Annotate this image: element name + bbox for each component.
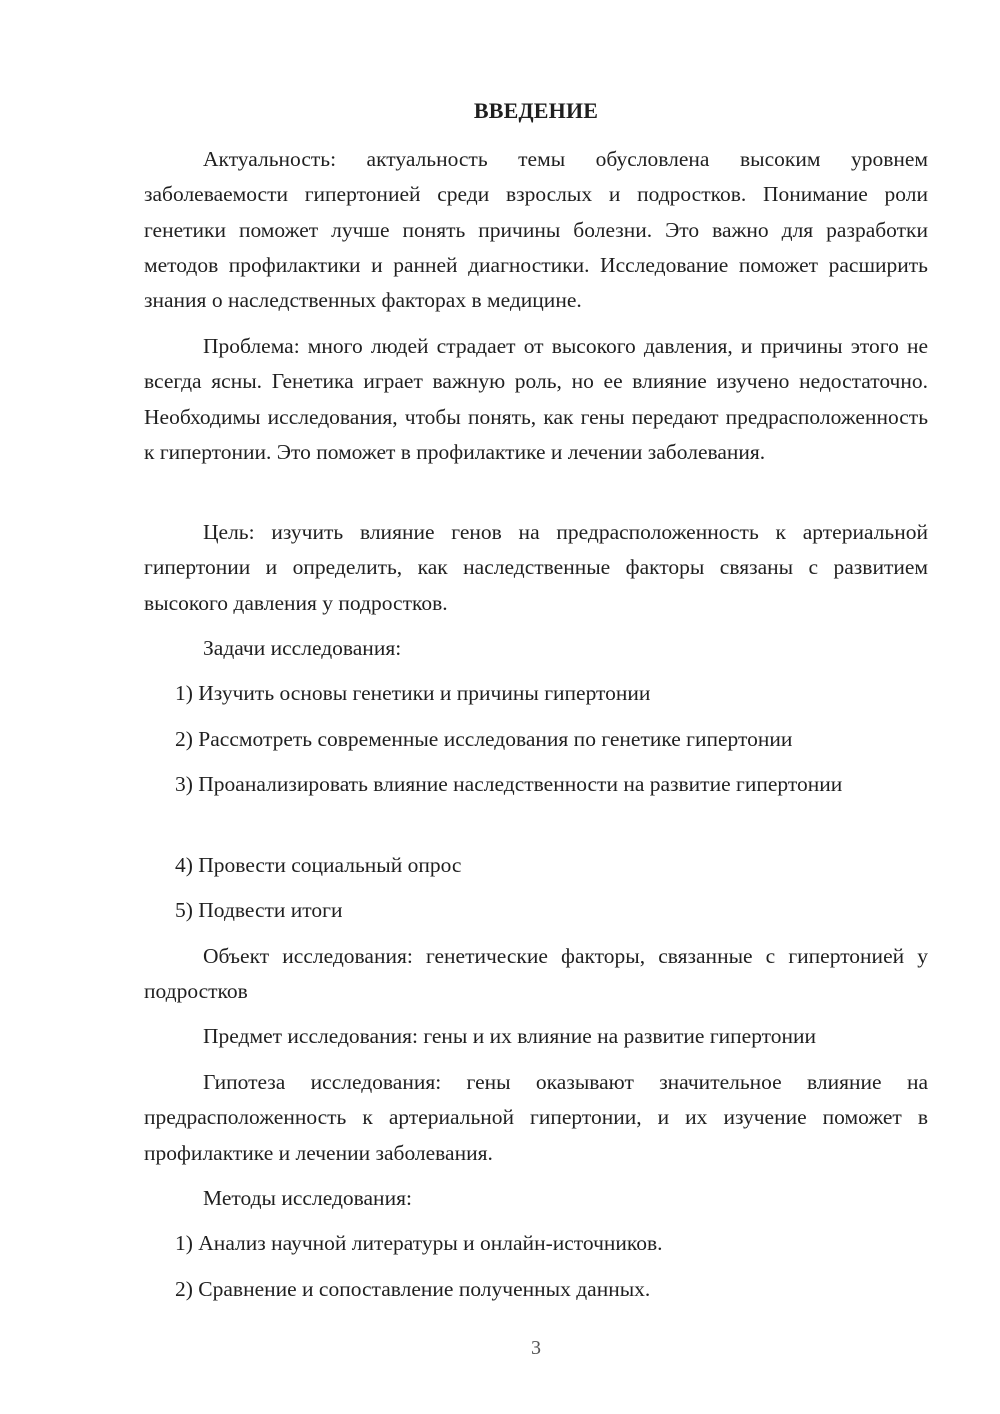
- task-item-3: 3) Проанализировать влияние наследственности на развитие гипертонии: [175, 772, 843, 796]
- page-number: 3: [531, 1337, 541, 1359]
- task-item-5: 5) Подвести итоги: [175, 898, 343, 922]
- paragraph-goal: Цель: изучить влияние генов на предрасположенность к артериальной гипертонии и определить, как наследственные факторы связаны с развитием высокого давления у подростков.: [144, 520, 928, 615]
- paragraph-problem: Проблема: много людей страдает от высокого давления, и причины этого не всегда ясны. Генетика играет важную роль, но ее влияние изучено недостаточно. Необходимы исследования, чтобы понять, как гены передают предрасположенность к гипертонии. Это поможет в профилактике и лечении заболевания.: [144, 334, 928, 464]
- paragraph-hypothesis: Гипотеза исследования: гены оказывают значительное влияние на предрасположенность к артериальной гипертонии, и их изучение поможет в профилактике и лечении заболевания.: [144, 1070, 928, 1165]
- method-item-1: 1) Анализ научной литературы и онлайн-источников.: [175, 1231, 663, 1255]
- paragraph-relevance: Актуальность: актуальность темы обусловлена высоким уровнем заболеваемости гипертонией среди взрослых и подростков. Понимание роли генетики поможет лучше понять причины болезни. Это важно для разработки методов профилактики и ранней диагностики. Исследование поможет расширить знания о наследственных факторах в медицине.: [144, 147, 928, 313]
- paragraph-object: Объект исследования: генетические факторы, связанные с гипертонией у подростков: [144, 944, 928, 1004]
- methods-heading: Методы исследования:: [203, 1186, 412, 1210]
- task-item-1: 1) Изучить основы генетики и причины гипертонии: [175, 681, 651, 705]
- method-item-2: 2) Сравнение и сопоставление полученных данных.: [175, 1277, 651, 1301]
- paragraph-subject: Предмет исследования: гены и их влияние на развитие гипертонии: [203, 1024, 817, 1048]
- task-item-4: 4) Провести социальный опрос: [175, 853, 462, 877]
- section-title: ВВЕДЕНИЕ: [473, 98, 599, 123]
- task-item-2: 2) Рассмотреть современные исследования по генетике гипертонии: [175, 727, 793, 751]
- tasks-heading: Задачи исследования:: [203, 636, 402, 660]
